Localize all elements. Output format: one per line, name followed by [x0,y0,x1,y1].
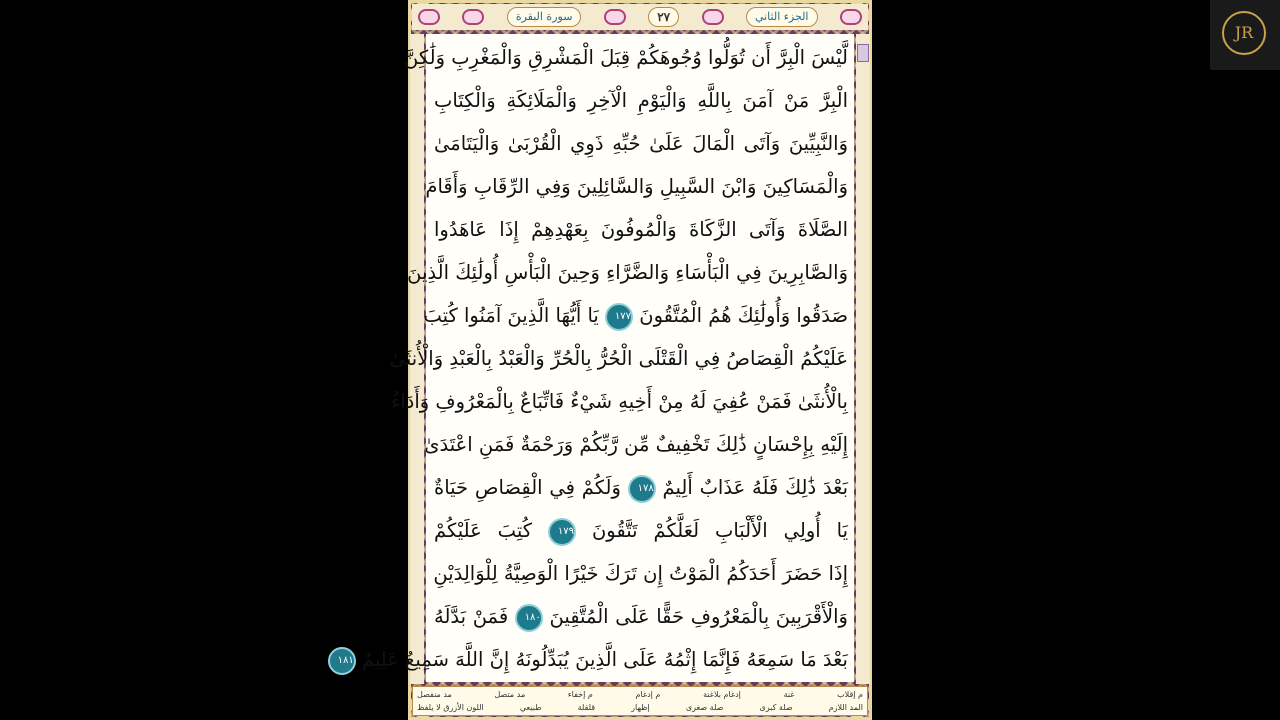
page-number: ٢٧ [648,7,679,27]
page-header [412,4,868,30]
text-line: يَا أُولِي الْأَلْبَابِ لَعَلَّكُمْ تَتَّقُونَ ١٧٩ كُتِبَ عَلَيْكُمْ [434,509,848,553]
legend-item: م إقلاب [837,690,863,699]
legend-row [417,701,863,715]
text-line: لَّيْسَ الْبِرَّ أَن تُوَلُّوا وُجُوهَكُمْ قِبَلَ الْمَشْرِقِ وَالْمَغْرِبِ وَلَٰكِنَّ [404,46,848,69]
header-ornament-icon [418,9,440,25]
header-ornament-icon [604,9,626,25]
legend-item: اللون الأزرق لا يلفظ [417,703,484,712]
legend-item: صلة كبرى [759,703,793,712]
text-line: صَدَقُوا وَأُولَٰئِكَ هُمُ الْمُتَّقُونَ ١٧٧ يَا أَيُّهَا الَّذِينَ آمَنُوا كُتِبَ [434,294,848,338]
legend-item: م إخفاء [567,690,593,699]
right-margin [856,34,870,684]
ayah-number-marker: ١٧٨ [628,475,656,503]
text-line: إِذَا حَضَرَ أَحَدَكُمُ الْمَوْتُ إِن تَرَكَ خَيْرًا الْوَصِيَّةُ لِلْوَالِدَيْنِ [433,562,848,585]
text-line: الصَّلَاةَ وَآتَى الزَّكَاةَ وَالْمُوفُونَ بِعَهْدِهِمْ إِذَا عَاهَدُوا [434,218,848,241]
text-line: بِالْأُنثَىٰ فَمَنْ عُفِيَ لَهُ مِنْ أَخِيهِ شَيْءٌ فَاتِّبَاعٌ بِالْمَعْرُوفِ وَأَدَاءٌ [391,390,848,413]
legend-item: صلة صغرى [685,703,724,712]
legend-row [417,688,863,702]
legend-item: قلقلة [577,703,596,712]
text-line: بَعْدَ مَا سَمِعَهُ فَإِنَّمَا إِثْمُهُ عَلَى الَّذِينَ يُبَدِّلُونَهُ إِنَّ اللَّهَ سَمِيعٌ عَلِيمٌ ١٨١ [434,638,848,682]
text-line: الْبِرَّ مَنْ آمَنَ بِاللَّهِ وَالْيَوْمِ الْآخِرِ وَالْمَلَائِكَةِ وَالْكِتَابِ [434,89,848,112]
text-line: بَعْدَ ذَٰلِكَ فَلَهُ عَذَابٌ أَلِيمٌ ١٧٨ وَلَكُمْ فِي الْقِصَاصِ حَيَاةٌ [434,466,848,510]
surah-title: سورة البقرة [507,7,582,27]
legend-item: م إدغام [635,690,661,699]
logo-emblem-icon: JR [1222,11,1266,55]
legend-item: غنة [783,690,795,699]
legend-item: طبيعي [519,703,542,712]
text-line: وَالْمَسَاكِينَ وَابْنَ السَّبِيلِ وَالسَّائِلِينَ وَفِي الرِّقَابِ وَأَقَامَ [425,175,848,198]
ayah-number-marker: ١٨١ [328,647,356,675]
channel-logo [1210,0,1280,70]
text-line: وَالصَّابِرِينَ فِي الْبَأْسَاءِ وَالضَّرَّاءِ وَحِينَ الْبَأْسِ أُولَٰئِكَ الَّذِينَ [407,261,848,284]
header-ornament-icon [840,9,862,25]
ayah-number-marker: ١٨٠ [515,604,543,632]
quran-text-area [337,34,854,682]
legend-item: إدغام بلاغنة [703,690,741,699]
text-line: إِلَيْهِ بِإِحْسَانٍ ذَٰلِكَ تَخْفِيفٌ مِّن رَّبِّكُمْ وَرَحْمَةٌ فَمَنِ اعْتَدَىٰ [424,433,848,456]
legend-item: إظهار [631,703,650,712]
legend-item: مد منفصل [417,690,452,699]
text-line: وَالنَّبِيِّينَ وَآتَى الْمَالَ عَلَىٰ حُبِّهِ ذَوِي الْقُرْبَىٰ وَالْيَتَامَىٰ [434,132,848,155]
hizb-marker-icon [857,44,869,62]
legend-item: مد متصل [494,690,526,699]
text-line: عَلَيْكُمُ الْقِصَاصُ فِي الْقَتْلَى الْحُرُّ بِالْحُرِّ وَالْعَبْدُ بِالْعَبْدِ وَالْأُنثَىٰ [389,347,848,370]
header-ornament-icon [702,9,724,25]
text-line: وَالْأَقْرَبِينَ بِالْمَعْرُوفِ حَقًّا عَلَى الْمُتَّقِينَ ١٨٠ فَمَنْ بَدَّلَهُ [434,595,848,639]
ayah-number-marker: ١٧٩ [548,518,576,546]
mushaf-page [337,0,872,720]
legend-item: المد اللازم [828,703,863,712]
tajweed-legend [412,686,868,716]
header-ornament-icon [462,9,484,25]
juz-title: الجزء الثاني [746,7,818,27]
ayah-number-marker: ١٧٧ [605,303,633,331]
